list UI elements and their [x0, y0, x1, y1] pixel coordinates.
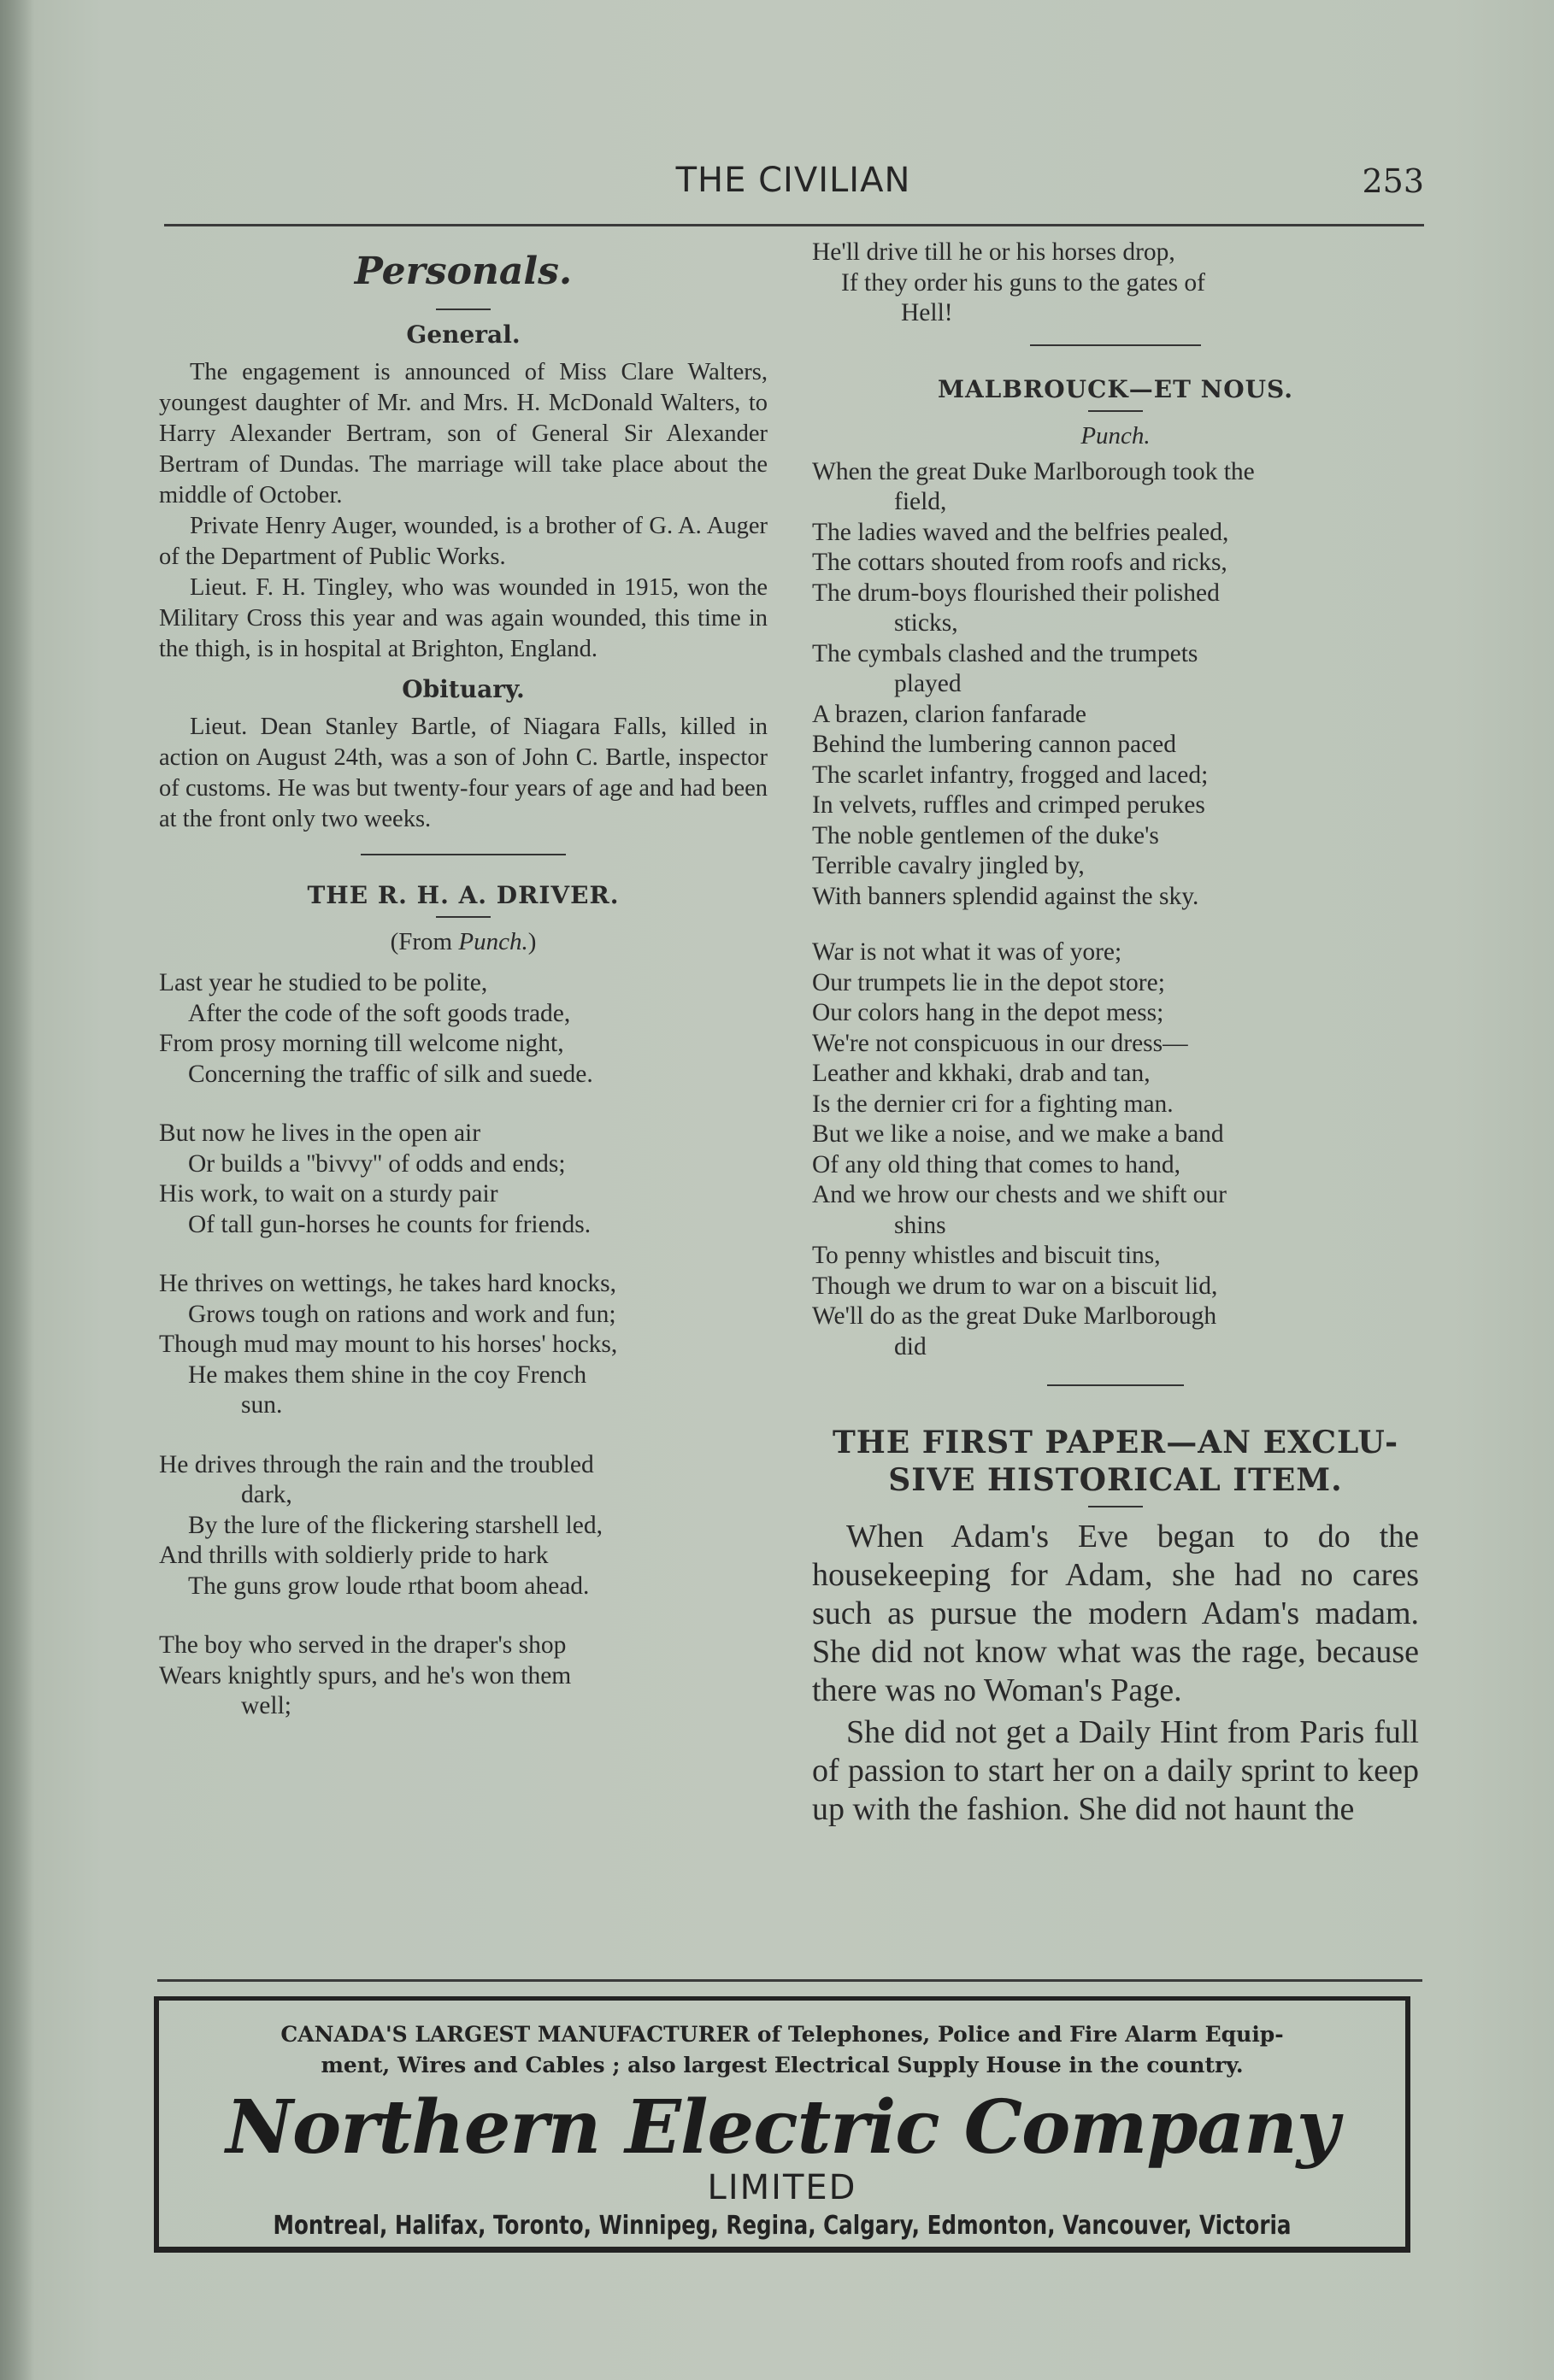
- verse-line: The scarlet infantry, frogged and laced;: [812, 761, 1209, 789]
- first-paper-title: [812, 1424, 1419, 1499]
- obituary-paragraph: Lieut. Dean Stanley Bartle, of Niagara Falls, killed in action on August 24th, was a son of John C. Bartle, inspector of customs. He was but twenty-four years of age and had been at the front only two weeks.: [159, 714, 768, 832]
- stanza: [159, 1631, 768, 1722]
- header-rule: [164, 224, 1424, 226]
- rha-driver-title: THE R. H. A. DRIVER.: [307, 881, 620, 909]
- title-line: SIVE HISTORICAL ITEM.: [888, 1462, 1343, 1498]
- section-divider: [361, 854, 566, 855]
- stanza: [159, 968, 768, 1090]
- stanza: [159, 1119, 768, 1240]
- stanza: [159, 1269, 768, 1421]
- verse-line: When the great Duke Marlborough took the: [812, 457, 1255, 485]
- verse-line: War is not what it was of yore;: [812, 938, 1122, 966]
- verse-line: Though mud may mount to his horses' hocks,: [159, 1331, 618, 1358]
- rha-source: [159, 928, 768, 956]
- verse-line: The guns grow loude rthat boom ahead.: [188, 1572, 590, 1600]
- source-italic: Punch.: [458, 928, 528, 955]
- publication-title: THE CIVILIAN: [675, 161, 911, 200]
- verse-line: He'll drive till he or his horses drop,: [812, 238, 1175, 266]
- verse-line: Last year he studied to be polite,: [159, 969, 488, 996]
- verse-line: Our colors hang in the depot mess;: [812, 999, 1164, 1026]
- verse-line: Grows tough on rations and work and fun;: [188, 1300, 616, 1328]
- divider: [436, 309, 491, 310]
- general-heading: General.: [406, 320, 521, 349]
- verse-line: dark,: [241, 1481, 292, 1508]
- left-column: [159, 238, 768, 1722]
- verse-line: He drives through the rain and the troubled: [159, 1450, 594, 1478]
- verse-line: We'll do as the great Duke Marlborough: [812, 1302, 1217, 1330]
- source-prefix: (From: [390, 928, 459, 955]
- verse-line: If they order his guns to the gates of: [841, 268, 1206, 297]
- verse-line: shins: [894, 1211, 946, 1239]
- verse-line: The ladies waved and the belfries pealed,: [812, 518, 1229, 546]
- footer-rule: [157, 1979, 1422, 1982]
- verse-line: His work, to wait on a sturdy pair: [159, 1180, 498, 1208]
- verse-line: The cymbals clashed and the trumpets: [812, 639, 1198, 667]
- verse-line: Terrible cavalry jingled by,: [812, 852, 1085, 879]
- personals-paragraph: Private Henry Auger, wounded, is a brother of G. A. Auger of the Department of Public Works.: [159, 513, 768, 570]
- section-divider: [1047, 1384, 1184, 1386]
- malbrouck-poem: [812, 457, 1419, 1363]
- divider: [1088, 410, 1143, 412]
- rha-poem-continued: [812, 238, 1419, 329]
- verse-line: Of tall gun-horses he counts for friends.: [188, 1210, 592, 1238]
- verse-line: He makes them shine in the coy French: [188, 1360, 587, 1389]
- first-paper-paragraph: When Adam's Eve began to do the housekeeping for Adam, she had no cares such as pursue the modern Adam's madam. She did not know what was the rage, because there was no Woman's Page.: [812, 1519, 1419, 1708]
- company-limited: LIMITED: [707, 2168, 857, 2207]
- obituary-heading: Obituary.: [402, 675, 525, 703]
- verse-line: field,: [894, 488, 947, 515]
- verse-line: But now he lives in the open air: [159, 1119, 481, 1147]
- verse-line: Leather and kkhaki, drab and tan,: [812, 1060, 1151, 1087]
- first-paper-paragraph: She did not get a Daily Hint from Paris full of passion to start her on a daily sprint to keep up with the fashion. She did not haunt the: [812, 1714, 1419, 1827]
- verse-line: Of any old thing that comes to hand,: [812, 1150, 1180, 1178]
- malbrouck-source: Punch.: [1080, 421, 1151, 450]
- page-number: 253: [1362, 162, 1424, 200]
- verse-line: To penny whistles and biscuit tins,: [812, 1242, 1161, 1269]
- verse-line: But we like a noise, and we make a band: [812, 1120, 1224, 1148]
- verse-line: He thrives on wettings, he takes hard knocks,: [159, 1270, 616, 1297]
- running-head: [162, 161, 1424, 203]
- verse-line: did: [894, 1332, 927, 1360]
- advertisement: [154, 1996, 1410, 2253]
- verse-line: In velvets, ruffles and crimped perukes: [812, 791, 1205, 819]
- verse-line: The noble gentlemen of the duke's: [812, 821, 1159, 849]
- verse-line: played: [894, 670, 962, 697]
- company-cities: Montreal, Halifax, Toronto, Winnipeg, Regina, Calgary, Edmonton, Vancouver, Victoria: [273, 2211, 1292, 2241]
- verse-line: Or builds a ''bivvy'' of odds and ends;: [188, 1149, 566, 1178]
- verse-line: Though we drum to war on a biscuit lid,: [812, 1272, 1218, 1300]
- malbrouck-title: MALBROUCK—ET NOUS.: [937, 374, 1294, 403]
- personals-title: Personals.: [354, 250, 573, 293]
- stanza: [812, 457, 1419, 913]
- verse-line: We're not conspicuous in our dress—: [812, 1029, 1188, 1057]
- personals-paragraph: Lieut. F. H. Tingley, who was wounded in 1915, won the Military Cross this year and was again wounded, this time in the thigh, is in hospital at Brighton, England.: [159, 574, 768, 662]
- stanza: [812, 937, 1419, 1362]
- personals-paragraph: The engagement is announced of Miss Clare Walters, youngest daughter of Mr. and Mrs. H. McDonald Walters, to Harry Alexander Bertram, son of General Sir Alexander Bertram of Dundas. The marriage will take place about the middle of October.: [159, 359, 768, 508]
- verse-line: well;: [241, 1692, 291, 1719]
- verse-line: By the lure of the flickering starshell led,: [188, 1511, 603, 1539]
- verse-line: A brazen, clarion fanfarade: [812, 700, 1087, 728]
- section-divider: [1030, 344, 1201, 346]
- divider: [1088, 1506, 1143, 1507]
- verse-line: The cottars shouted from roofs and ricks,: [812, 549, 1227, 576]
- source-suffix: ): [527, 928, 537, 955]
- verse-line: The drum-boys flourished their polished: [812, 579, 1220, 607]
- verse-line: Concerning the traffic of silk and suede.: [188, 1060, 593, 1088]
- title-line: THE FIRST PAPER—AN EXCLU-: [832, 1425, 1399, 1460]
- ad-tagline-line: CANADA'S LARGEST MANUFACTURER of Telephones, Police and Fire Alarm Equip-: [280, 2022, 1284, 2047]
- rha-poem: [159, 968, 768, 1722]
- verse-line: Our trumpets lie in the depot store;: [812, 968, 1165, 996]
- verse-line: Hell!: [901, 299, 953, 326]
- verse-line: With banners splendid against the sky.: [812, 882, 1199, 910]
- right-column: [812, 238, 1419, 1829]
- verse-line: And we hrow our chests and we shift our: [812, 1181, 1227, 1208]
- verse-line: The boy who served in the draper's shop: [159, 1631, 567, 1659]
- ad-tagline: [159, 2019, 1405, 2081]
- verse-line: After the code of the soft goods trade,: [188, 999, 571, 1027]
- ad-tagline-line: ment, Wires and Cables ; also largest Electrical Supply House in the country.: [321, 2053, 1244, 2077]
- verse-line: Is the dernier cri for a fighting man.: [812, 1090, 1174, 1118]
- verse-line: Wears knightly spurs, and he's won them: [159, 1661, 572, 1690]
- verse-line: And thrills with soldierly pride to hark: [159, 1542, 549, 1569]
- binding-shadow: [0, 0, 34, 2380]
- verse-line: sun.: [241, 1391, 283, 1419]
- divider: [436, 916, 491, 918]
- verse-line: Behind the lumbering cannon paced: [812, 731, 1176, 758]
- company-logo-text: Northern Electric Company: [226, 2084, 1339, 2171]
- verse-line: From prosy morning till welcome night,: [159, 1030, 564, 1057]
- verse-line: sticks,: [894, 609, 958, 637]
- stanza: [159, 1450, 768, 1602]
